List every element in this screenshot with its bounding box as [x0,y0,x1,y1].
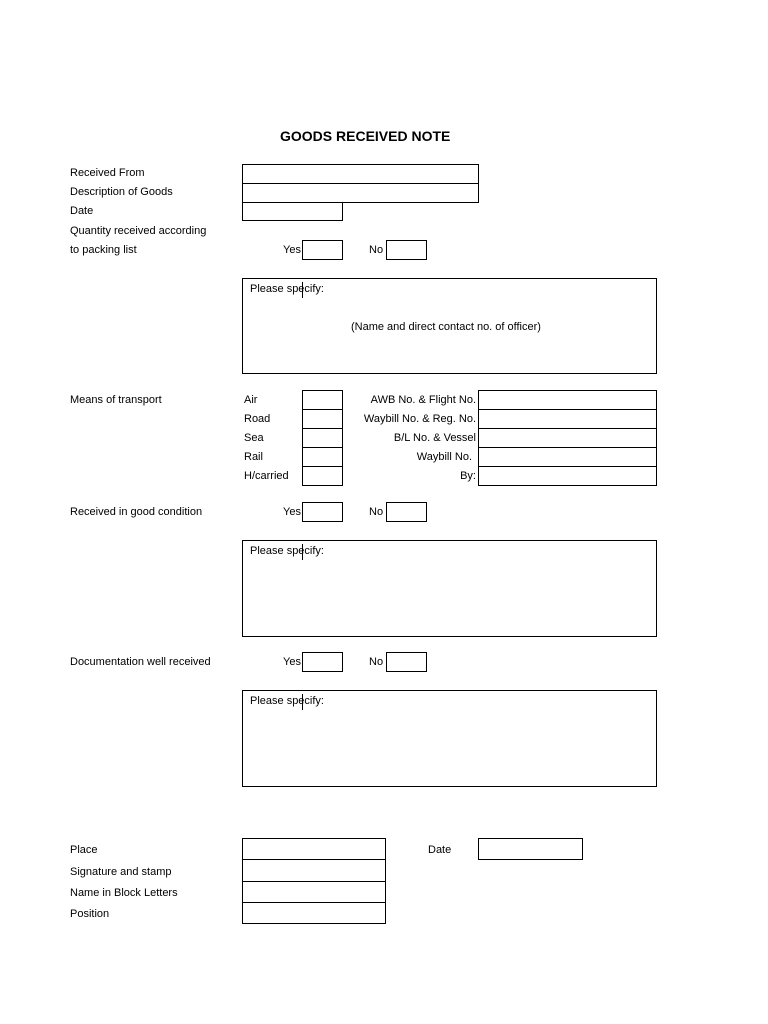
officer-note: (Name and direct contact no. of officer) [351,321,541,333]
footer-date-label: Date [428,844,452,856]
quantity-specify-divider [302,282,303,298]
transport-hcarried-checkbox[interactable] [302,466,343,486]
documentation-label: Documentation well received [70,656,211,668]
description-label: Description of Goods [70,186,173,198]
footer-date-field[interactable] [478,838,583,860]
good-condition-label: Received in good condition [70,506,203,518]
signature-field[interactable] [242,859,386,882]
transport-ref-air-label: AWB No. & Flight No. [370,394,476,406]
transport-ref-sea-field[interactable] [478,428,657,448]
received-from-field[interactable] [242,164,479,184]
position-label: Position [70,908,110,920]
page-title: GOODS RECEIVED NOTE [280,128,451,144]
transport-ref-rail-label: Waybill No. [416,451,472,463]
transport-road-checkbox[interactable] [302,409,343,429]
quantity-label-line1: Quantity received according [70,225,207,237]
date-field[interactable] [242,202,343,221]
transport-ref-air-field[interactable] [478,390,657,410]
quantity-no-label: No [369,244,384,256]
transport-air-checkbox[interactable] [302,390,343,410]
quantity-label-line2: to packing list [70,244,137,256]
transport-mode-road: Road [244,413,271,425]
place-field[interactable] [242,838,386,860]
transport-ref-road-field[interactable] [478,409,657,429]
place-label: Place [70,844,98,856]
transport-mode-sea: Sea [244,432,264,444]
transport-ref-hcarried-field[interactable] [478,466,657,486]
documentation-no-label: No [369,656,384,668]
transport-ref-road-label: Waybill No. & Reg. No. [363,413,476,425]
transport-rail-checkbox[interactable] [302,447,343,467]
condition-no-label: No [369,506,384,518]
name-block-label: Name in Block Letters [70,887,178,899]
documentation-specify-divider [302,694,303,710]
condition-specify-divider [302,544,303,560]
condition-specify-label: Please specify: [250,545,324,557]
quantity-no-checkbox[interactable] [386,240,427,260]
position-field[interactable] [242,902,386,924]
transport-ref-rail-field[interactable] [478,447,657,467]
condition-yes-checkbox[interactable] [302,502,343,522]
name-block-field[interactable] [242,881,386,903]
quantity-yes-checkbox[interactable] [302,240,343,260]
signature-label: Signature and stamp [70,866,172,878]
transport-mode-hcarried: H/carried [244,470,289,482]
transport-ref-hcarried-label: By: [460,470,476,482]
documentation-specify-label: Please specify: [250,695,324,707]
quantity-yes-label: Yes [283,244,301,256]
description-field[interactable] [242,183,479,203]
quantity-specify-label: Please specify: [250,283,324,295]
received-from-label: Received From [70,167,145,179]
documentation-no-checkbox[interactable] [386,652,427,672]
transport-mode-air: Air [244,394,258,406]
documentation-yes-label: Yes [283,656,301,668]
transport-mode-rail: Rail [244,451,263,463]
documentation-yes-checkbox[interactable] [302,652,343,672]
transport-sea-checkbox[interactable] [302,428,343,448]
transport-ref-sea-label: B/L No. & Vessel [393,432,476,444]
condition-no-checkbox[interactable] [386,502,427,522]
date-label: Date [70,205,94,217]
transport-label: Means of transport [70,394,162,406]
condition-yes-label: Yes [283,506,301,518]
